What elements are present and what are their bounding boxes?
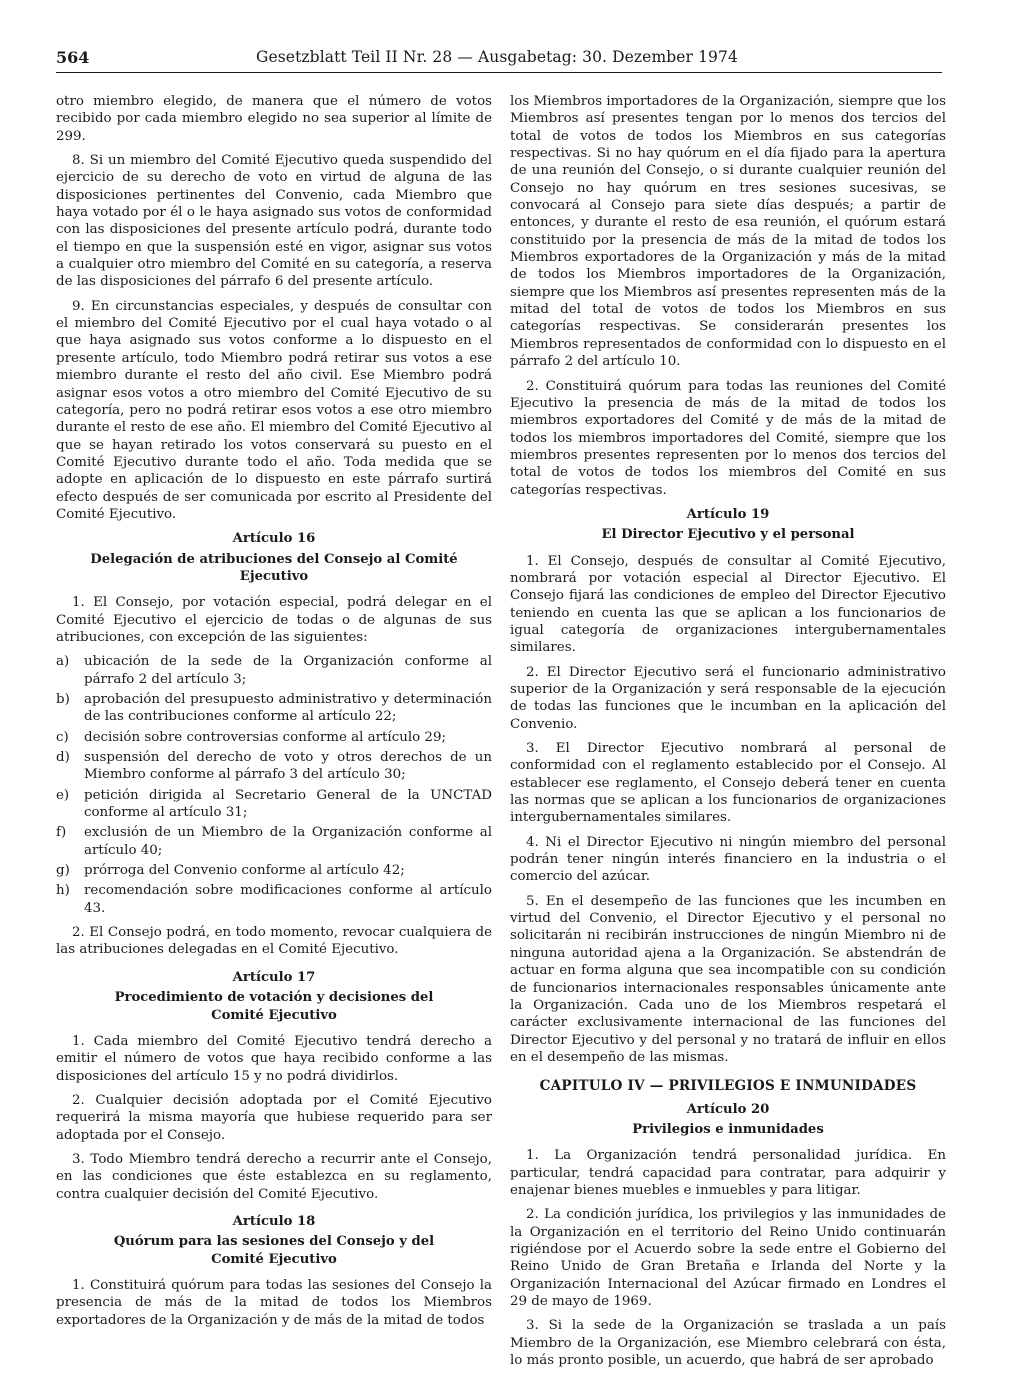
- list-item-label: a): [56, 654, 70, 670]
- right-column: [510, 93, 946, 1376]
- running-header: [56, 46, 942, 73]
- paragraph: 4. Ni el Director Ejecutivo ni ningún miembro del personal podrán tener ningún interés financiero en la industria o el comercio del azúcar.: [510, 834, 946, 885]
- list-item-text: decisión sobre controversias conforme al artículo 29;: [84, 729, 446, 745]
- paragraph: 1. El Consejo, después de consultar al Comité Ejecutivo, nombrará por votación especial al Director Ejecutivo. El Consejo fijará las condiciones de empleo del Director Ejecutivo teniendo en cuenta las que se aplican a los funcionarios de igual categoría de organizaciones intergubernamentales similares.: [510, 553, 946, 656]
- list-item: [56, 749, 492, 784]
- paragraph: 3. Todo Miembro tendrá derecho a recurrir ante el Consejo, en las condiciones que éste establezca en su reglamento, contra cualquier decisión del Comité Ejecutivo.: [56, 1151, 492, 1202]
- list-item-text: petición dirigida al Secretario General de la UNCTAD conforme al artículo 31;: [84, 787, 492, 821]
- article-17-heading: Artículo 17: [232, 969, 316, 985]
- article-20-subheading: Privilegios e inmunidades: [632, 1121, 824, 1137]
- article-20-heading: Artículo 20: [686, 1101, 770, 1117]
- paragraph: 2. La condición jurídica, los privilegios y las inmunidades de la Organización en el territorio del Reino Unido continuarán rigiéndose por el Acuerdo sobre la sede entre el Gobierno del Reino Unido de Gran Bretaña e Irlanda del Norte y la Organización Internacional del Azúcar firmado en Londres el 29 de mayo de 1969.: [510, 1207, 946, 1309]
- paragraph: 1. La Organización tendrá personalidad jurídica. En particular, tendrá capacidad para contratar, para adquirir y enajenar bienes muebles e inmuebles y para litigar.: [510, 1148, 946, 1198]
- paragraph: 1. Constituirá quórum para todas las sesiones del Consejo la presencia de más de la mitad de todos los Miembros exportadores de la Organización y de más de la mitad de todos: [56, 1277, 492, 1328]
- paragraph: 3. Si la sede de la Organización se traslada a un país Miembro de la Organización, ese Miembro celebrará con ésta, lo más pronto posible, un acuerdo, que habrá de ser aprobado: [510, 1318, 946, 1369]
- paragraph: 8. Si un miembro del Comité Ejecutivo queda suspendido del ejercicio de su derecho de voto en virtud de alguna de las disposiciones pertinentes del Convenio, cada Miembro que haya votado por él o le haya asignado sus votos de conformidad con las disposiciones del presente artículo podrá, durante todo el tiempo en que la suspensión esté en vigor, asignar sus votos a cualquier otro miembro del Comité en su categoría, a reserva de las disposiciones del párrafo 6 del presente artículo.: [56, 153, 492, 290]
- paragraph: 9. En circunstancias especiales, y después de consultar con el miembro del Comité Ejecutivo por el cual haya votado o al que haya asignado sus votos conforme a lo dispuesto en el presente artículo, todo Miembro podrá retirar sus votos a ese miembro durante el resto del año civil. Ese Miembro podrá asignar esos votos a otro miembro del Comité Ejecutivo de su categoría, pero no podrá retirar esos votos a ese otro miembro durante el resto de ese año. El miembro del Comité Ejecutivo al que se hayan retirado los votos conservará su puesto en el Comité Ejecutivo durante todo el año. Toda medida que se adopte en aplicación de lo dispuesto en este párrafo surtirá efecto después de ser comunicada por escrito al Presidente del Comité Ejecutivo.: [56, 298, 492, 522]
- list-item-text: exclusión de un Miembro de la Organización conforme al artículo 40;: [84, 825, 492, 858]
- list-item: [56, 691, 492, 726]
- exceptions-list: [56, 653, 492, 917]
- list-item: [56, 862, 492, 879]
- list-item-label: c): [56, 729, 69, 745]
- page-number: 564: [56, 48, 90, 67]
- running-title: Gesetzblatt Teil II Nr. 28 — Ausgabetag: 30. Dezember 1974: [256, 48, 738, 66]
- article-18-subheading: Quórum para las sesiones del Consejo y del Comité Ejecutivo: [113, 1234, 435, 1267]
- list-item-label: d): [56, 750, 70, 766]
- paragraph: 2. El Director Ejecutivo será el funcionario administrativo superior de la Organización y será responsable de la ejecución de todas las funciones que le incumban en la aplicación del Convenio.: [510, 664, 946, 732]
- list-item-text: ubicación de la sede de la Organización conforme al párrafo 2 del artículo 3;: [84, 654, 492, 687]
- paragraph: 3. El Director Ejecutivo nombrará al personal de conformidad con el reglamento establecido por el Consejo. Al establecer ese reglamento, el Consejo deberá tener en cuenta las normas que se aplican a los funcionarios de organizaciones intergubernamentales similares.: [510, 741, 946, 826]
- left-column: [56, 93, 492, 1336]
- paragraph: 1. Cada miembro del Comité Ejecutivo tendrá derecho a emitir el número de votos que haya recibido conforme a las disposiciones del artículo 15 y no podrá dividirlos.: [56, 1033, 492, 1084]
- paragraph: 2. Constituirá quórum para todas las reuniones del Comité Ejecutivo la presencia de más de la mitad de todos los miembros exportadores del Comité y de más de la mitad de todos los miembros importadores del Comité, siempre que los miembros presentes representen por lo menos dos tercios del total de votos de todos los miembros del Comité en sus categorías respectivas.: [510, 378, 946, 498]
- list-item: [56, 729, 492, 746]
- list-item-label: h): [56, 883, 70, 899]
- paragraph: 5. En el desempeño de las funciones que les incumben en virtud del Convenio, el Director Ejecutivo y el personal no solicitarán ni recibirán instrucciones de ningún Miembro ni de ninguna autoridad ajena a la Organización. Se abstendrán de actuar en forma alguna que sea incompatible con su condición de funcionarios internacionales responsables únicamente ante la Organización. Cada uno de los Miembros respetará el carácter exclusivamente internacional de las funciones del Director Ejecutivo y del personal y no tratará de influir en ellos en el desempeño de las mismas.: [510, 893, 946, 1065]
- list-item-label: f): [56, 825, 67, 841]
- paragraph: 2. El Consejo podrá, en todo momento, revocar cualquiera de las atribuciones delegadas en el Comité Ejecutivo.: [56, 925, 492, 958]
- list-item-text: suspensión del derecho de voto y otros derechos de un Miembro conforme al párrafo 3 del artículo 30;: [84, 750, 492, 783]
- paragraph: los Miembros importadores de la Organización, siempre que los Miembros así presentes tengan por lo menos dos tercios del total de votos de todos los Miembros en sus categorías respectivas. Si no hay quórum en el día fijado para la apertura de una reunión del Consejo, o si durante cualquier reunión del Consejo no hay quórum en tres sesiones sucesivas, se convocará al Consejo para siete días después; a partir de entonces, y durante el resto de esa reunión, el quórum estará constituido por la presencia de más de la mitad de todos los Miembros exportadores de la Organización y más de la mitad de todos los Miembros importadores de la Organización, siempre que los Miembros así presentes representen más de la mitad del total de votos de todos los Miembros en sus categorías respectivas. Se considerarán presentes los Miembros representados de conformidad con lo dispuesto en el párrafo 2 del artículo 10.: [510, 94, 946, 370]
- article-16-subheading: Delegación de atribuciones del Consejo al Comité Ejecutivo: [90, 551, 458, 584]
- paragraph: 2. Cualquier decisión adoptada por el Comité Ejecutivo requerirá la misma mayoría que hubiese requerido para ser adoptada por el Consejo.: [56, 1092, 492, 1143]
- list-item-label: g): [56, 863, 70, 879]
- paragraph: otro miembro elegido, de manera que el número de votos recibido por cada miembro elegido no sea superior al límite de 299.: [56, 94, 492, 144]
- paragraph: 1. El Consejo, por votación especial, podrá delegar en el Comité Ejecutivo el ejercicio de todas o de algunas de sus atribuciones, con excepción de las siguientes:: [56, 595, 492, 645]
- list-item-text: recomendación sobre modificaciones conforme al artículo 43.: [84, 883, 492, 916]
- list-item-text: prórroga del Convenio conforme al artículo 42;: [84, 863, 405, 879]
- article-17-subheading: Procedimiento de votación y decisiones del Comité Ejecutivo: [114, 990, 434, 1023]
- list-item-label: b): [56, 692, 70, 707]
- list-item-label: e): [56, 787, 70, 803]
- list-item: [56, 653, 492, 688]
- article-16-heading: Artículo 16: [232, 531, 316, 547]
- list-item: [56, 787, 492, 822]
- article-19-subheading: El Director Ejecutivo y el personal: [601, 527, 855, 543]
- list-item-text: aprobación del presupuesto administrativo y determinación de las contribuciones conforme al artículo 22;: [84, 692, 492, 725]
- list-item: [56, 882, 492, 917]
- list-item: [56, 824, 492, 859]
- article-19-heading: Artículo 19: [686, 506, 770, 522]
- chapter-heading: CAPITULO IV — PRIVILEGIOS E INMUNIDADES: [539, 1078, 917, 1095]
- article-18-heading: Artículo 18: [232, 1213, 316, 1229]
